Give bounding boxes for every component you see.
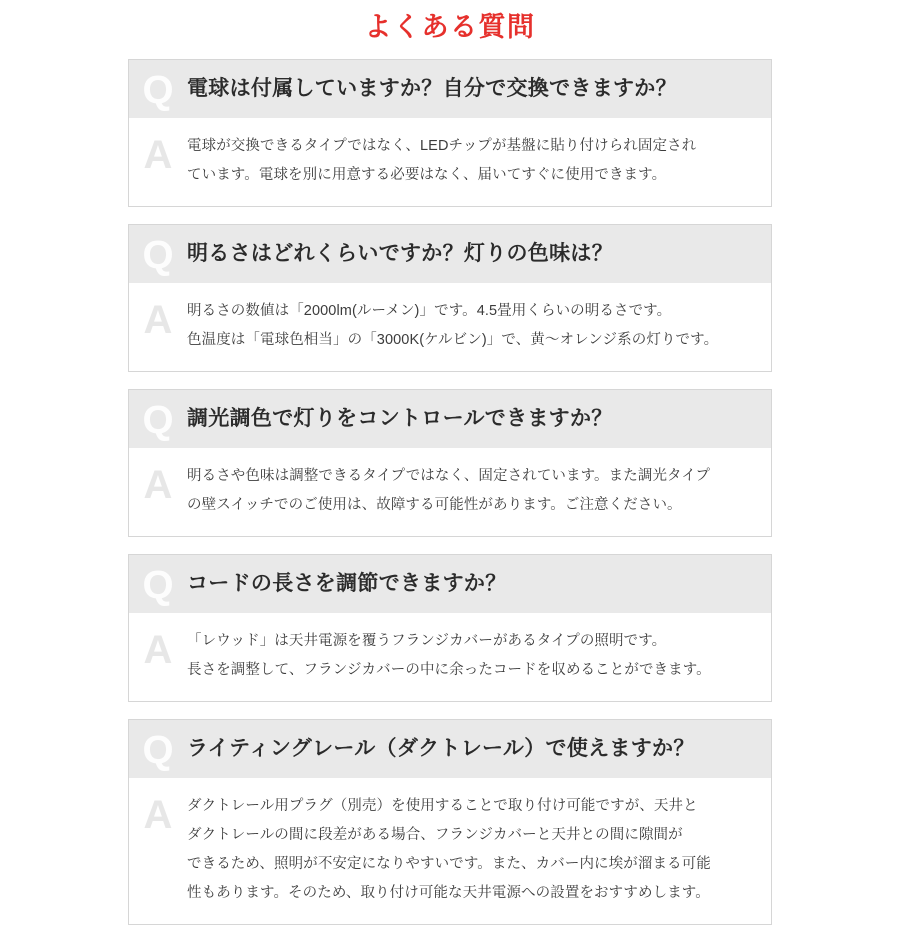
faq-question-text: ライティングレール（ダクトレール）で使えますか？ <box>187 737 695 761</box>
faq-question-text: コードの長さを調節できますか？ <box>187 572 507 596</box>
faq-answer-line: ています。電球を別に用意する必要はなく、届いてすぐに使用できます。 <box>187 167 667 183</box>
question-badge-icon: Q <box>142 728 174 772</box>
faq-answer-row <box>129 778 771 924</box>
faq-item <box>128 224 772 372</box>
answer-badge-icon: A <box>143 463 173 507</box>
faq-answer-line: 電球が交換できるタイプではなく、LEDチップが基盤に貼り付けられ固定され <box>187 138 697 154</box>
question-badge-icon: Q <box>142 563 174 607</box>
faq-question-text: 電球は付属していますか？自分で交換できますか？ <box>187 77 677 101</box>
faq-answer-row <box>129 283 771 371</box>
faq-answer-row <box>129 613 771 701</box>
answer-badge-icon: A <box>143 298 173 342</box>
faq-answer-line: の壁スイッチでのご使用は、故障する可能性があります。ご注意ください。 <box>187 497 682 513</box>
question-badge-icon: Q <box>142 68 174 112</box>
faq-answer-line: 「レウッド」は天井電源を覆うフランジカバーがあるタイプの照明です。 <box>187 633 667 649</box>
faq-item <box>128 59 772 207</box>
answer-badge-icon: A <box>143 793 173 837</box>
page-title: よくある質問 <box>364 12 536 42</box>
faq-question-row[interactable] <box>129 390 771 448</box>
faq-answer-line: 性もあります。そのため、取り付け可能な天井電源への設置をおすすめします。 <box>187 885 710 901</box>
faq-answer-text <box>187 132 714 190</box>
faq-answer-line: 長さを調整して、フランジカバーの中に余ったコードを収めることができます。 <box>187 662 711 678</box>
faq-question-row[interactable] <box>129 720 771 778</box>
faq-answer-text <box>187 792 729 908</box>
faq-item <box>128 554 772 702</box>
faq-answer-line: 明るさや色味は調整できるタイプではなく、固定されています。また調光タイプ <box>187 468 711 484</box>
faq-question-row[interactable] <box>129 225 771 283</box>
faq-question-row[interactable] <box>129 60 771 118</box>
faq-question-text: 明るさはどれくらいですか？灯りの色味は？ <box>187 242 613 266</box>
faq-answer-text <box>187 297 736 355</box>
faq-answer-text <box>187 627 729 685</box>
question-badge-icon: Q <box>142 398 174 442</box>
faq-question-text: 調光調色で灯りをコントロールできますか？ <box>187 407 613 431</box>
faq-question-row[interactable] <box>129 555 771 613</box>
faq-item <box>128 389 772 537</box>
answer-badge-icon: A <box>143 628 173 672</box>
question-badge-icon: Q <box>142 233 174 277</box>
answer-badge-icon: A <box>143 133 173 177</box>
faq-answer-row <box>129 118 771 206</box>
faq-answer-text <box>187 462 728 520</box>
faq-answer-line: できるため、照明が不安定になりやすいです。また、カバー内に埃が溜まる可能 <box>187 856 711 872</box>
faq-answer-line: ダクトレールの間に段差がある場合、フランジカバーと天井との間に隙間が <box>187 827 683 843</box>
faq-item <box>128 719 772 925</box>
faq-answer-line: 色温度は「電球色相当」の「3000K(ケルビン)」で、黄〜オレンジ系の灯りです。 <box>187 332 719 348</box>
faq-answer-row <box>129 448 771 536</box>
faq-answer-line: 明るさの数値は「2000lm(ルーメン)」です。4.5畳用くらいの明るさです。 <box>187 303 672 319</box>
faq-list <box>128 59 772 925</box>
faq-answer-line: ダクトレール用プラグ（別売）を使用することで取り付け可能ですが、天井と <box>187 798 698 814</box>
